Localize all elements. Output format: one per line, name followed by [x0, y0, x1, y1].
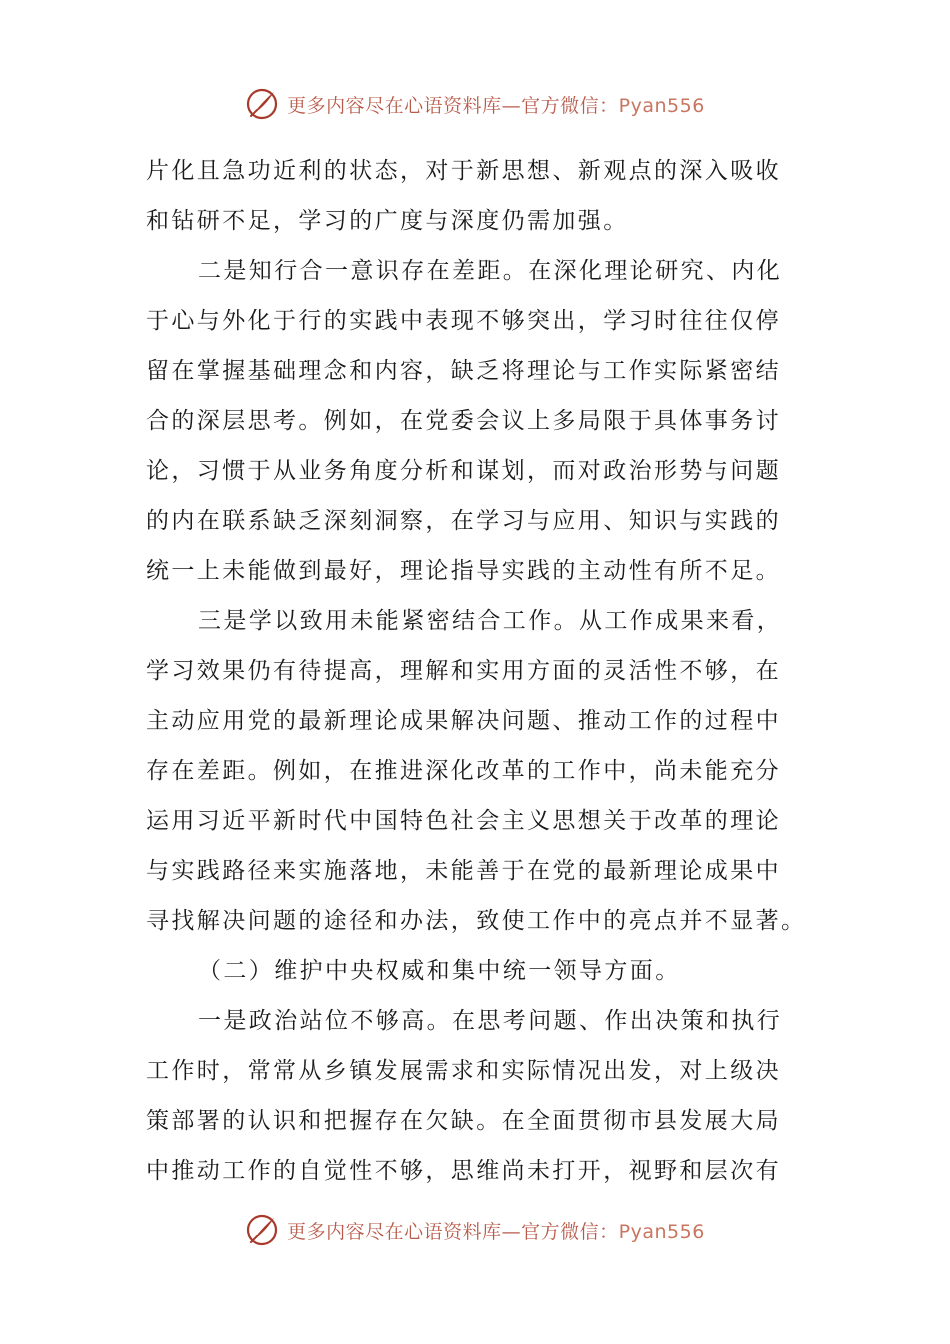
text-line: 工作时，常常从乡镇发展需求和实际情况出发，对上级决 [146, 1058, 781, 1084]
text-line: 运用习近平新时代中国特色社会主义思想关于改革的理论 [146, 808, 781, 834]
watermark-wechat-id: Pyan556 [618, 94, 705, 117]
watermark-wechat-id: Pyan556 [618, 1220, 705, 1243]
text-line: （二）维护中央权威和集中统一领导方面。 [198, 958, 681, 984]
text-line: 片化且急功近利的状态，对于新思想、新观点的深入吸收 [146, 158, 781, 184]
text-line: 策部署的认识和把握存在欠缺。在全面贯彻市县发展大局 [146, 1108, 781, 1134]
header-watermark [0, 82, 950, 126]
text-line: 论，习惯于从业务角度分析和谋划，而对政治形势与问题 [146, 458, 781, 484]
text-line: 与实践路径来实施落地，未能善于在党的最新理论成果中 [146, 858, 781, 884]
text-line: 的内在联系缺乏深刻洞察，在学习与应用、知识与实践的 [146, 508, 781, 534]
watermark-text [287, 91, 705, 118]
document-body [146, 146, 806, 1196]
text-line: 二是知行合一意识存在差距。在深化理论研究、内化 [198, 258, 783, 284]
watermark-text [287, 1217, 705, 1244]
text-line: 留在掌握基础理念和内容，缺乏将理论与工作实际紧密结 [146, 358, 781, 384]
footer-watermark [0, 1208, 950, 1252]
text-line: 统一上未能做到最好，理论指导实践的主动性有所不足。 [146, 558, 781, 584]
quill-logo-icon [245, 87, 279, 121]
quill-logo-icon [245, 1213, 279, 1247]
text-line: 寻找解决问题的途径和办法，致使工作中的亮点并不显著。 [146, 908, 807, 934]
text-line: 存在差距。例如，在推进深化改革的工作中，尚未能充分 [146, 758, 781, 784]
text-line: 于心与外化于行的实践中表现不够突出，学习时往往仅停 [146, 308, 781, 334]
text-line: 中推动工作的自觉性不够，思维尚未打开，视野和层次有 [146, 1158, 781, 1184]
watermark-label: 更多内容尽在心语资料库—官方微信： [287, 94, 619, 117]
text-line: 和钻研不足，学习的广度与深度仍需加强。 [146, 208, 629, 234]
text-line: 三是学以致用未能紧密结合工作。从工作成果来看， [198, 608, 783, 634]
text-line: 合的深层思考。例如，在党委会议上多局限于具体事务讨 [146, 408, 781, 434]
text-line: 一是政治站位不够高。在思考问题、作出决策和执行 [198, 1008, 783, 1034]
text-line: 主动应用党的最新理论成果解决问题、推动工作的过程中 [146, 708, 781, 734]
watermark-label: 更多内容尽在心语资料库—官方微信： [287, 1220, 619, 1243]
text-line: 学习效果仍有待提高，理解和实用方面的灵活性不够，在 [146, 658, 781, 684]
